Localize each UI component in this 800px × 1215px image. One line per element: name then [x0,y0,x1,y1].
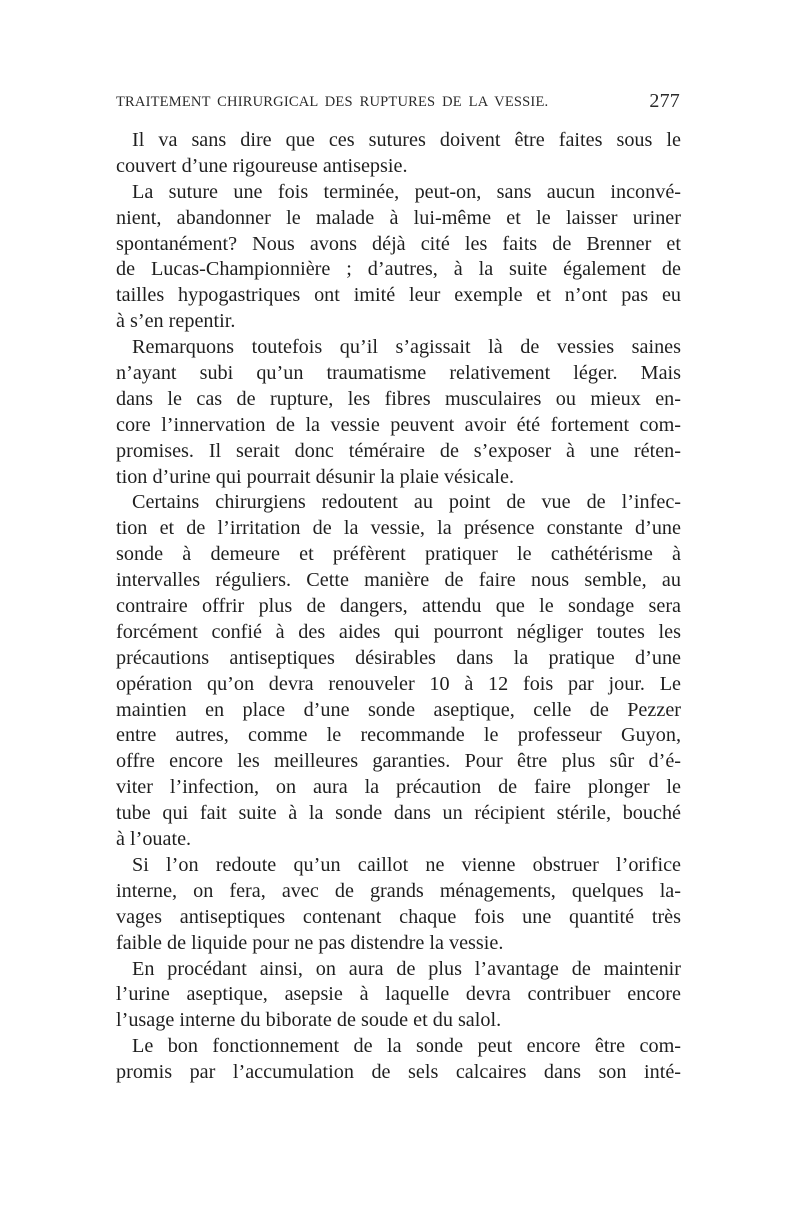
running-header [116,90,680,116]
text-line: Il va sans dire que ces sutures doivent être faites sous le [132,129,681,151]
text-line: maintien en place d’une sonde aseptique, celle de Pezzer [116,698,681,721]
text-line: Le bon fonctionnement de la sonde peut encore être com- [132,1035,681,1058]
text-line: à s’en repentir. [116,310,236,333]
text-line: promis par l’accumulation de sels calcaires dans son inté- [116,1061,681,1084]
text-line: tion et de l’irritation de la vessie, la présence constante d’une [116,517,681,540]
text-line: intervalles réguliers. Cette manière de faire nous semble, au [116,569,681,592]
text-line: faible de liquide pour ne pas distendre la vessie. [116,931,504,954]
text-line: opération qu’on devra renouveler 10 à 12 fois par jour. Le [116,672,681,695]
text-line: l’usage interne du biborate de soude et du salol. [116,1009,502,1032]
running-title: TRAITEMENT CHIRURGICAL DES RUPTURES DE LA VESSIE. [116,94,549,110]
text-line: viter l’infection, on aura la précaution de faire plonger le [116,776,681,799]
text-line: dans le cas de rupture, les fibres musculaires ou mieux en- [116,387,681,410]
text-line: tion d’urine qui pourrait désunir la plaie vésicale. [116,465,515,488]
text-line: tailles hypogastriques ont imité leur exemple et n’ont pas eu [116,284,681,307]
text-line: promises. Il serait donc téméraire de s’exposer à une réten- [116,439,681,462]
text-line: core l’innervation de la vessie peuvent avoir été fortement com- [116,413,681,436]
text-line: En procédant ainsi, on aura de plus l’avantage de maintenir [132,957,681,980]
text-line: interne, on fera, avec de grands ménagements, quelques la- [116,879,681,902]
text-line: n’ayant subi qu’un traumatisme relativement léger. Mais [116,362,681,385]
body-text [116,128,681,1086]
text-line: nient, abandonner le malade à lui-même et le laisser uriner [116,206,681,229]
text-line: couvert d’une rigoureuse antisepsie. [116,154,408,177]
text-line: Certains chirurgiens redoutent au point de vue de l’infec- [132,491,681,514]
text-line: entre autres, comme le recommande le professeur Guyon, [116,724,681,747]
text-line: contraire offrir plus de dangers, attendu que le sondage sera [116,595,681,618]
text-line: Si l’on redoute qu’un caillot ne vienne obstruer l’orifice [132,853,681,876]
text-line: précautions antiseptiques désirables dans la pratique d’une [116,646,681,669]
text-line: de Lucas-Championnière ; d’autres, à la suite également de [116,258,681,281]
page-number: 277 [649,90,680,112]
text-line: offre encore les meilleures garanties. Pour être plus sûr d’é- [116,750,681,773]
text-line: sonde à demeure et préfèrent pratiquer le cathétérisme à [116,543,681,566]
text-line: à l’ouate. [116,828,192,851]
text-line: forcément confié à des aides qui pourront négliger toutes les [116,620,681,643]
text-line: l’urine aseptique, asepsie à laquelle devra contribuer encore [116,983,681,1006]
text-line: tube qui fait suite à la sonde dans un récipient stérile, bouché [116,802,681,825]
text-line: Remarquons toutefois qu’il s’agissait là de vessies saines [132,336,681,359]
text-line: spontanément? Nous avons déjà cité les faits de Brenner et [116,232,681,255]
text-line: vages antiseptiques contenant chaque fois une quantité très [116,905,681,928]
text-line: La suture une fois terminée, peut-on, sans aucun inconvé- [132,180,681,203]
